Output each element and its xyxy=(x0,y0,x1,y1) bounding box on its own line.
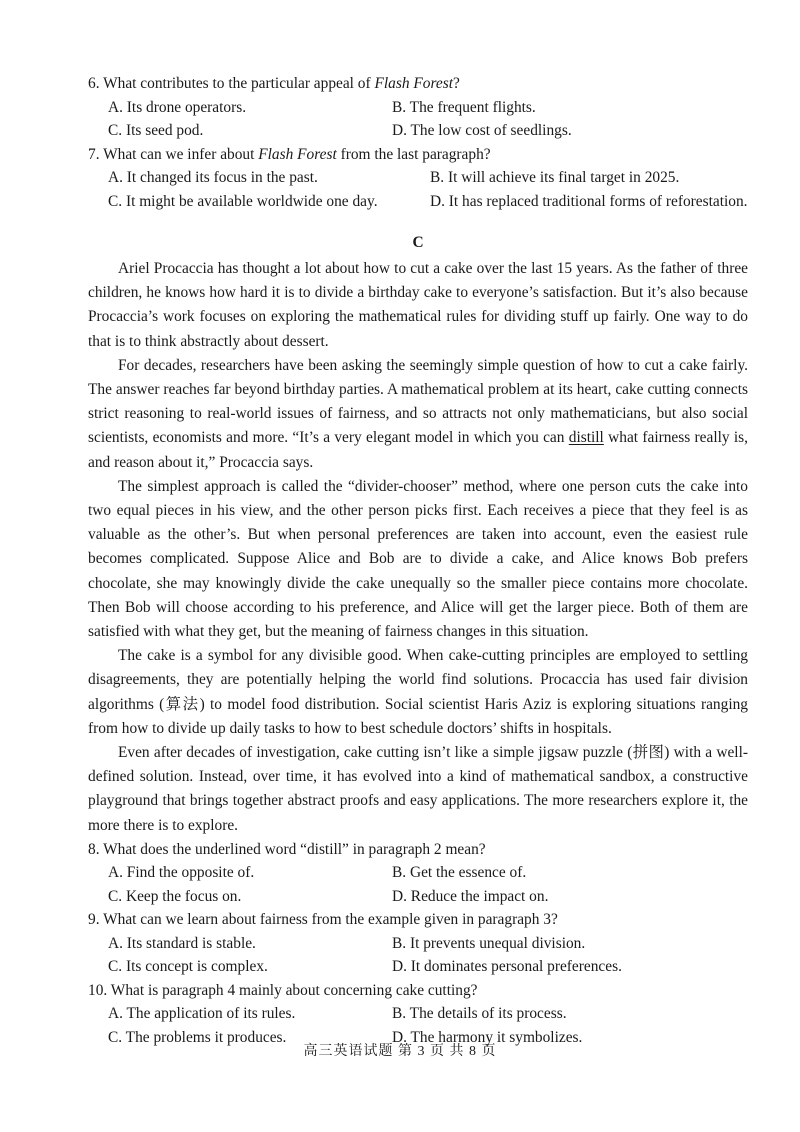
underlined-word: distill xyxy=(568,429,604,447)
stem-text: from the last paragraph? xyxy=(336,145,491,163)
question-6 xyxy=(88,72,748,143)
stem-text: ? xyxy=(453,75,460,92)
option-b: B. Get the essence of. xyxy=(392,864,527,882)
option-d: D. Reduce the impact on. xyxy=(392,887,549,905)
question-10 xyxy=(88,979,748,1050)
page-footer: 高三英语试题 第 3 页 共 8 页 xyxy=(303,1044,497,1059)
option-d: D. The harmony it symbolizes. xyxy=(392,1028,583,1046)
question-9 xyxy=(88,908,748,979)
option-b: B. It will achieve its final target in 2025. xyxy=(430,169,680,186)
question-stem xyxy=(88,143,748,167)
paragraph-text: what fairness really is, and reason about it,” Procaccia says. xyxy=(88,429,748,471)
option-a: A. Find the opposite of. xyxy=(108,864,255,882)
question-8 xyxy=(88,838,748,909)
option-c: C. Its concept is complex. xyxy=(108,958,268,976)
stem-text: 7. What can we infer about xyxy=(88,145,259,163)
paragraph-text: For decades, researchers have been asking the seemingly simple question of how to cut a cake fairly. The answer reaches far beyond birthday parties. A mathematical problem at its heart, cake cutting connects strict reasoning to real-world issues of fairness, and so attracts not only mathematicians, but also social scientists, economists and more. “It’s a very elegant model in which you can xyxy=(88,356,748,447)
passage xyxy=(88,257,748,838)
section-heading: C xyxy=(412,234,424,251)
option-b: B. The frequent flights. xyxy=(392,98,536,116)
option-c: C. It might be available worldwide one day. xyxy=(108,192,378,210)
paragraph-3: The simplest approach is called the “divider-chooser” method, where one person cuts the cake into two equal pieces in his view, and the other person picks first. Each receives a piece that they feel is as valuable as the other’s. But when personal preferences are taken into account, even the easiest rule becomes complicated. Suppose Alice and Bob are to divide a cake, and Alice knows Bob prefers chocolate, she may knowingly divide the cake unequally so the smaller piece contains more chocolate. Then Bob will choose according to his preference, and Alice will get the larger piece. Both of them are satisfied with what they get, but the meaning of fairness changes in this situation. xyxy=(88,477,748,641)
paragraph-2 xyxy=(88,354,748,475)
question-stem: 10. What is paragraph 4 mainly about concerning cake cutting? xyxy=(88,981,478,999)
question-stem xyxy=(88,72,748,96)
exam-page xyxy=(88,72,748,1049)
paragraph-5: Even after decades of investigation, cake cutting isn’t like a simple jigsaw puzzle (拼图) with a well-defined solution. Instead, over time, it has evolved into a kind of mathematical sandbox, a constructive playground that brings together abstract proofs and easy applications. The more researchers explore it, the more there is to explore. xyxy=(88,744,748,834)
option-a: A. It changed its focus in the past. xyxy=(108,169,318,186)
stem-text: 6. What contributes to the particular appeal of xyxy=(88,75,375,92)
option-d: D. The low cost of seedlings. xyxy=(392,122,572,139)
stem-italic: Flash Forest xyxy=(374,75,454,92)
paragraph-4: The cake is a symbol for any divisible good. When cake-cutting principles are employed to settling disagreements, they are potentially helping the world find solutions. Procaccia has used fair division algorithms (算法) to model food distribution. Social scientist Haris Aziz is exploring situations ranging from how to divide up daily tasks to how to best schedule doctors’ shifts in hospitals. xyxy=(88,647,748,737)
question-stem: 9. What can we learn about fairness from the example given in paragraph 3? xyxy=(88,911,558,929)
option-d: D. It dominates personal preferences. xyxy=(392,958,622,976)
option-d: D. It has replaced traditional forms of reforestation. xyxy=(430,192,748,210)
option-b: B. It prevents unequal division. xyxy=(392,934,586,952)
paragraph-1: Ariel Procaccia has thought a lot about how to cut a cake over the last 15 years. As the father of three children, he knows how hard it is to divide a birthday cake to everyone’s satisfaction. But it’s also because Procaccia’s work focuses on exploring the mathematical rules for dividing stuff up fairly. One way to do that is to think abstractly about dessert. xyxy=(88,260,748,350)
option-a: A. Its drone operators. xyxy=(108,98,247,116)
option-a: A. Its standard is stable. xyxy=(108,934,256,952)
option-b: B. The details of its process. xyxy=(392,1005,567,1023)
option-c: C. Its seed pod. xyxy=(108,122,204,139)
question-stem: 8. What does the underlined word “distill” in paragraph 2 mean? xyxy=(88,840,486,858)
stem-italic: Flash Forest xyxy=(258,145,337,163)
option-a: A. The application of its rules. xyxy=(108,1005,296,1023)
option-c: C. Keep the focus on. xyxy=(108,887,242,905)
option-c: C. The problems it produces. xyxy=(108,1028,287,1046)
question-7 xyxy=(88,143,748,214)
